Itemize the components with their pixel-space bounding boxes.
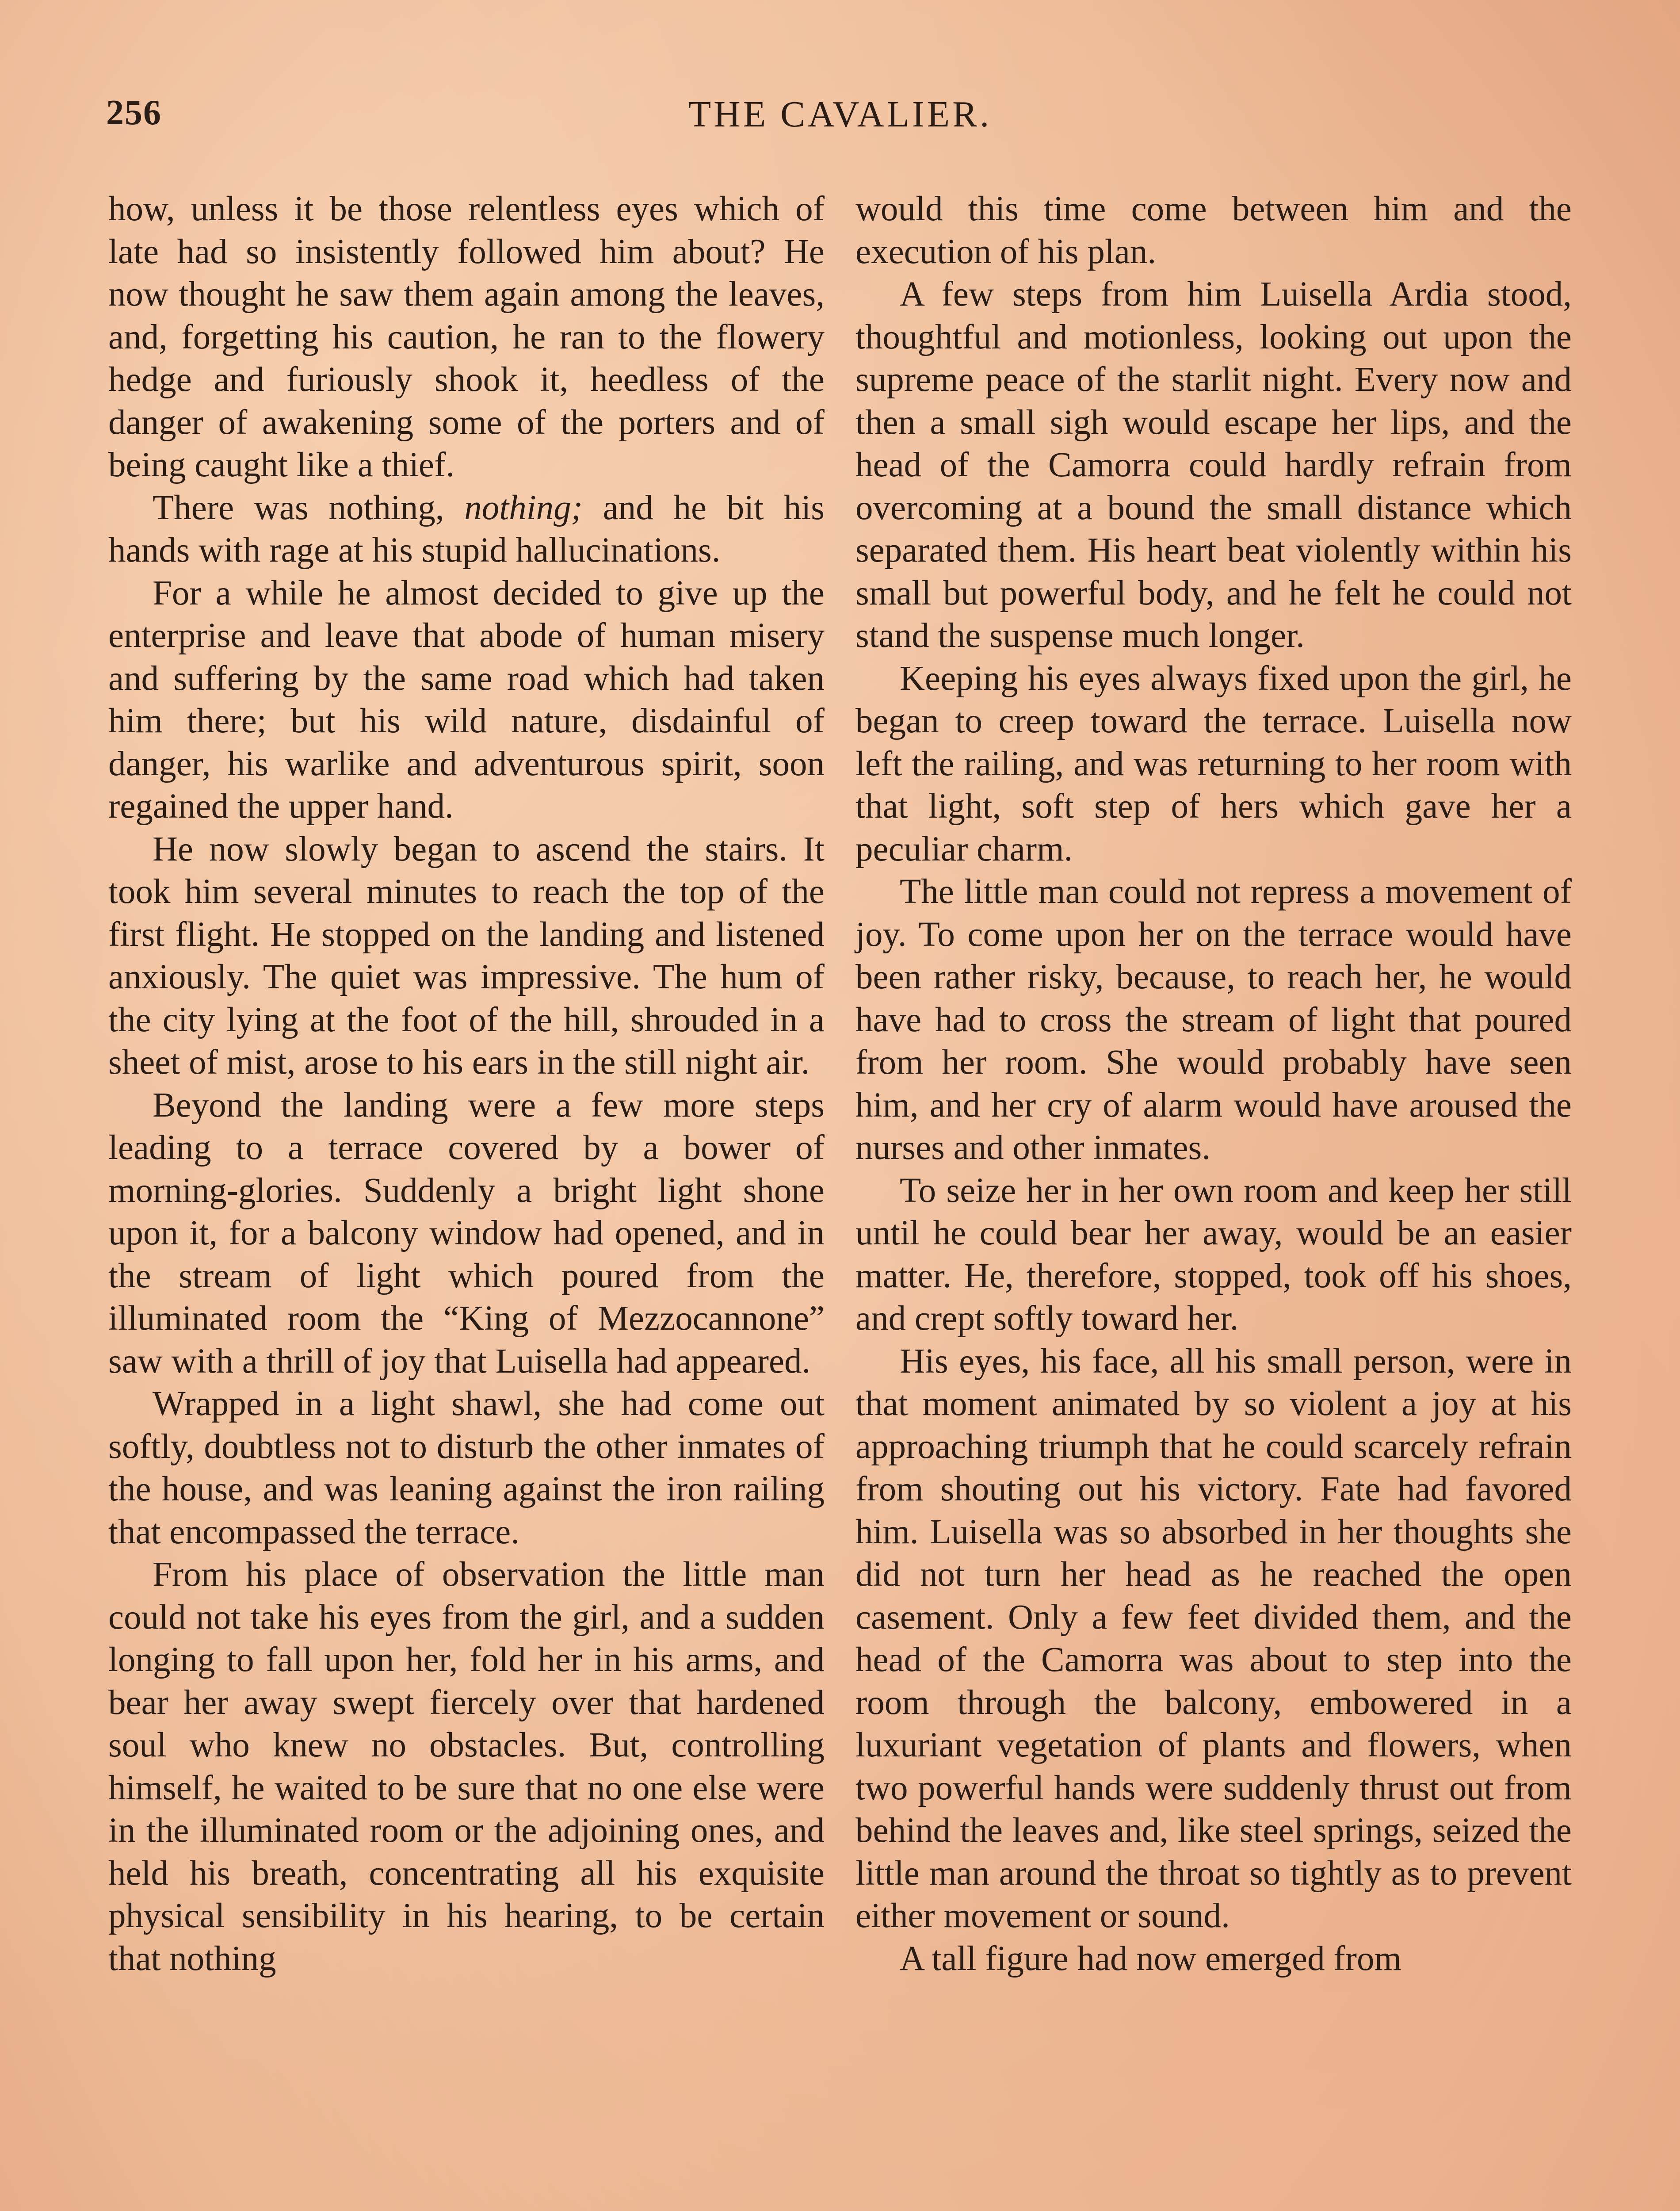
- paragraph: Wrapped in a light shawl, she had come out softly, doubtless not to disturb the other inmates of the house, and was leaning against the iron railing that encompassed the terrace.: [108, 1385, 825, 1551]
- running-title: THE CAVALIER.: [688, 94, 992, 135]
- paragraph-text: and he bit his hands with rage at his stupid hallucinations.: [108, 488, 825, 570]
- paragraph: [108, 487, 825, 572]
- paragraph: He now slowly began to ascend the stairs. It took him several minutes to reach the top of the first flight. He stopped on the landing and listened anxiously. The quiet was impressive. The hum of the city lying at the foot of the hill, shrouded in a sheet of mist, arose to his ears in the still night air.: [108, 830, 825, 1082]
- paragraph: For a while he almost decided to give up the enterprise and leave that abode of human misery and suffering by the same road which had taken him there; but his wild nature, disdainful of danger, his warlike and adventurous spirit, soon regained the upper hand.: [108, 574, 825, 826]
- page-number: 256: [106, 93, 162, 132]
- paragraph: A few steps from him Luisella Ardia stood, thoughtful and motionless, looking out upon the supreme peace of the starlit night. Every now and then a small sigh would escape her lips, and the head of the Camorra could hardly refrain from overcoming at a bound the small distance which separated them. His heart beat violently within his small but powerful body, and he felt he could not stand the suspense much longer.: [855, 275, 1572, 655]
- page-header: [106, 93, 1574, 155]
- paragraph: Keeping his eyes always fixed upon the girl, he began to creep toward the terrace. Luisella now left the railing, and was returning to her room with that light, soft step of hers which gave her a peculiar charm.: [855, 659, 1572, 868]
- paragraph: would this time come between him and the execution of his plan.: [855, 190, 1572, 271]
- paragraph-text: There was nothing,: [153, 488, 465, 527]
- paragraph: From his place of observation the little man could not take his eyes from the girl, and a sudden longing to fall upon her, fold her in his arms, and bear her away swept fiercely over that hardened soul who knew no obstacles. But, controlling himself, he waited to be sure that no one else were in the illuminated room or the adjoining ones, and held his breath, concentrating all his exquisite physical sensibility in his hearing, to be certain that nothing: [108, 1555, 825, 1978]
- paragraph: To seize her in her own room and keep her still until he could bear her away, would be an easier matter. He, therefore, stopped, took off his shoes, and crept softly toward her.: [855, 1171, 1572, 1338]
- right-column: [855, 188, 1572, 1980]
- paragraph: The little man could not repress a movement of joy. To come upon her on the terrace would have been rather risky, because, to reach her, he would have had to cross the stream of light that poured from her room. She would probably have seen him, and her cry of alarm would have aroused the nurses and other inmates.: [855, 872, 1572, 1167]
- left-column: [108, 188, 825, 1980]
- emphasis-text: nothing;: [464, 488, 583, 527]
- paragraph: Beyond the landing were a few more steps leading to a terrace covered by a bower of morning-glories. Suddenly a bright light shone upon it, for a balcony window had opened, and in the stream of light which poured from the illuminated room the “King of Mezzocannone” saw with a thrill of joy that Luisella had appeared.: [108, 1086, 825, 1381]
- paragraph: how, unless it be those relentless eyes which of late had so insistently followed him about? He now thought he saw them again among the leaves, and, forgetting his caution, he ran to the flowery hedge and furiously shook it, heedless of the danger of awakening some of the porters and of being caught like a thief.: [108, 190, 825, 484]
- paragraph: A tall figure had now emerged from: [900, 1939, 1401, 1978]
- paragraph: His eyes, his face, all his small person, were in that moment animated by so violent a joy at his approaching triumph that he could scarcely refrain from shouting out his victory. Fate had favored him. Luisella was so absorbed in her thoughts she did not turn her head as he reached the open casement. Only a few feet divided them, and the head of the Camorra was about to step into the room through the balcony, embowered in a luxuriant vegetation of plants and flowers, when two powerful hands were suddenly thrust out from behind the leaves and, like steel springs, seized the little man around the throat so tightly as to prevent either movement or sound.: [855, 1342, 1572, 1935]
